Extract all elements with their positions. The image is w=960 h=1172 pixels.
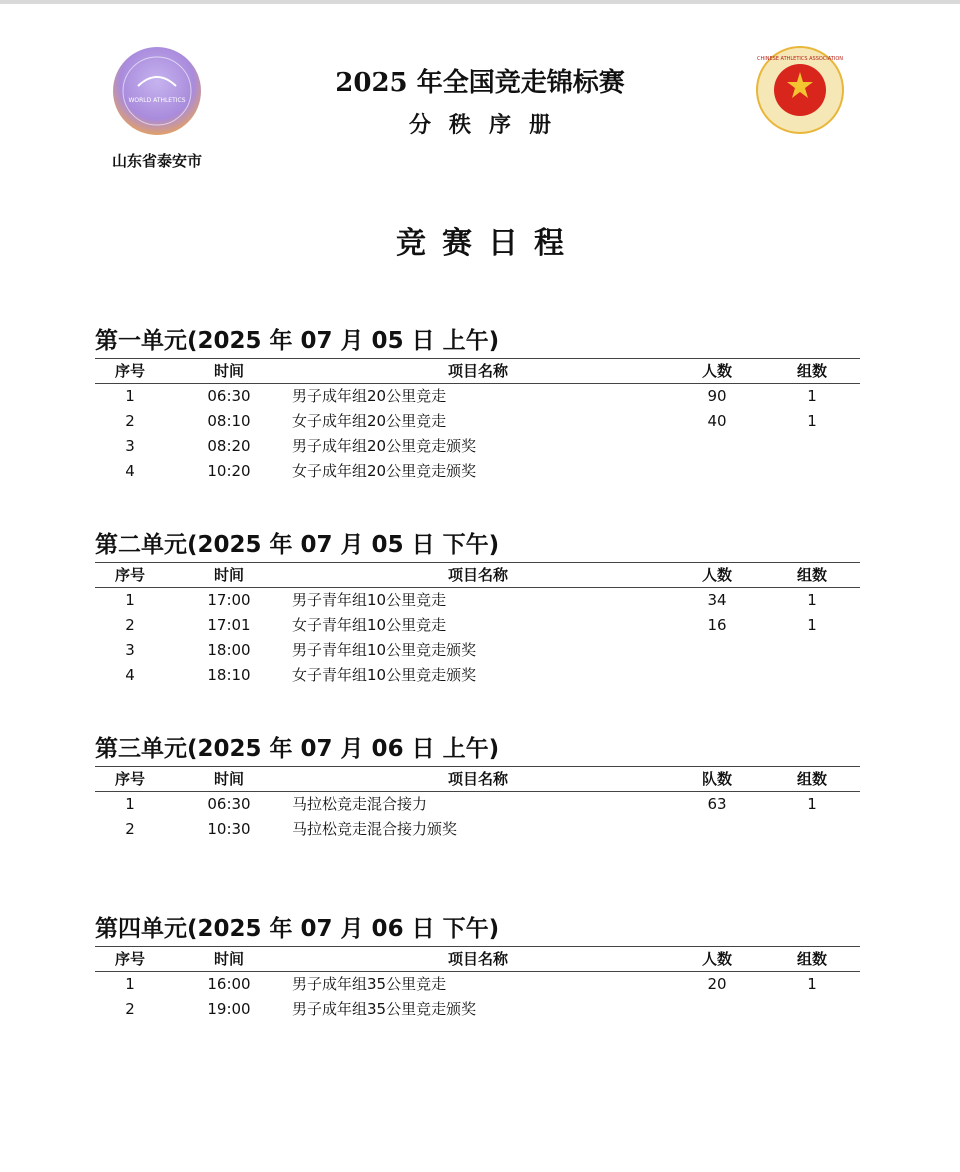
cell-event: 男子青年组10公里竞走 (292, 591, 447, 609)
cell-time: 18:10 (207, 666, 251, 684)
cell-event: 女子青年组10公里竞走 (292, 616, 447, 634)
cell-time: 10:30 (207, 820, 251, 838)
session-2 (95, 528, 860, 688)
col-time: 时间 (213, 770, 244, 788)
col-count: 人数 (701, 362, 732, 380)
cell-time: 08:10 (207, 412, 251, 430)
cell-no: 2 (125, 616, 135, 634)
col-groups: 组数 (796, 950, 827, 968)
session-title: 第三单元(2025 年 07 月 06 日 上午) (95, 736, 500, 762)
chinese-athletics-association-logo (756, 46, 844, 134)
col-no: 序号 (114, 362, 145, 380)
cell-event: 女子成年组20公里竞走颁奖 (292, 462, 477, 480)
cell-count: 20 (707, 975, 727, 993)
cell-no: 4 (125, 666, 135, 684)
document-subtitle: 分秩序册 (408, 112, 569, 138)
cell-time: 18:00 (207, 641, 251, 659)
table-row (95, 384, 860, 409)
table-row (95, 588, 860, 613)
cell-count: 34 (707, 591, 727, 609)
cell-time: 10:20 (207, 462, 251, 480)
schedule-heading: 竞赛日程 (396, 226, 580, 261)
cell-time: 17:00 (207, 591, 251, 609)
cell-event: 马拉松竞走混合接力 (292, 795, 428, 813)
col-count: 人数 (701, 950, 732, 968)
cell-time: 16:00 (207, 975, 251, 993)
cell-event: 男子成年组20公里竞走 (292, 387, 447, 405)
cell-count: 90 (707, 387, 727, 405)
table-row (95, 613, 860, 638)
cell-groups: 1 (807, 795, 817, 813)
col-event: 项目名称 (447, 950, 508, 968)
document-title: 2025 年全国竞走锦标赛 (335, 68, 625, 98)
col-groups: 组数 (796, 362, 827, 380)
col-no: 序号 (114, 950, 145, 968)
cell-no: 1 (125, 591, 135, 609)
table-row (95, 409, 860, 434)
cell-groups: 1 (807, 412, 817, 430)
cell-event: 男子成年组35公里竞走 (292, 975, 447, 993)
table-row (95, 434, 860, 459)
cell-event: 男子成年组35公里竞走颁奖 (292, 1000, 477, 1018)
cell-no: 1 (125, 975, 135, 993)
col-count: 人数 (701, 566, 732, 584)
col-event: 项目名称 (447, 362, 508, 380)
table-header (95, 946, 860, 972)
col-event: 项目名称 (447, 566, 508, 584)
session-3 (95, 732, 860, 842)
host-city: 山东省泰安市 (111, 152, 202, 170)
cell-time: 08:20 (207, 437, 251, 455)
col-time: 时间 (213, 950, 244, 968)
cell-count: 40 (707, 412, 727, 430)
col-event: 项目名称 (447, 770, 508, 788)
cell-groups: 1 (807, 387, 817, 405)
cell-groups: 1 (807, 591, 817, 609)
table-header (95, 358, 860, 384)
table-row (95, 817, 860, 842)
col-no: 序号 (114, 770, 145, 788)
col-time: 时间 (213, 362, 244, 380)
session-1 (95, 324, 860, 484)
cell-event: 女子青年组10公里竞走颁奖 (292, 666, 477, 684)
cell-no: 2 (125, 412, 135, 430)
cell-no: 4 (125, 462, 135, 480)
col-time: 时间 (213, 566, 244, 584)
cell-no: 1 (125, 387, 135, 405)
cell-groups: 1 (807, 616, 817, 634)
cell-count: 16 (707, 616, 727, 634)
col-count: 队数 (701, 770, 732, 788)
table-row (95, 792, 860, 817)
document-page (0, 4, 960, 1172)
table-row (95, 638, 860, 663)
cell-time: 17:01 (207, 616, 251, 634)
table-row (95, 972, 860, 997)
cell-no: 2 (125, 1000, 135, 1018)
session-title: 第二单元(2025 年 07 月 05 日 下午) (95, 532, 500, 558)
col-groups: 组数 (796, 770, 827, 788)
col-no: 序号 (114, 566, 145, 584)
cell-time: 06:30 (207, 387, 251, 405)
table-header (95, 562, 860, 588)
left-logo-text: WORLD ATHLETICS (128, 97, 186, 104)
cell-no: 2 (125, 820, 135, 838)
col-groups: 组数 (796, 566, 827, 584)
cell-event: 马拉松竞走混合接力颁奖 (292, 820, 458, 838)
cell-groups: 1 (807, 975, 817, 993)
right-logo-text: CHINESE ATHLETICS ASSOCIATION (756, 56, 844, 62)
cell-no: 3 (125, 437, 135, 455)
table-row (95, 459, 860, 484)
cell-event: 男子青年组10公里竞走颁奖 (292, 641, 477, 659)
cell-event: 女子成年组20公里竞走 (292, 412, 447, 430)
cell-no: 1 (125, 795, 135, 813)
cell-count: 63 (707, 795, 727, 813)
cell-time: 19:00 (207, 1000, 251, 1018)
cell-no: 3 (125, 641, 135, 659)
session-title: 第四单元(2025 年 07 月 06 日 下午) (95, 916, 500, 942)
cell-time: 06:30 (207, 795, 251, 813)
session-title: 第一单元(2025 年 07 月 05 日 上午) (95, 328, 500, 354)
table-row (95, 997, 860, 1022)
cell-event: 男子成年组20公里竞走颁奖 (292, 437, 477, 455)
session-4 (95, 912, 860, 1022)
table-row (95, 663, 860, 688)
table-header (95, 766, 860, 792)
